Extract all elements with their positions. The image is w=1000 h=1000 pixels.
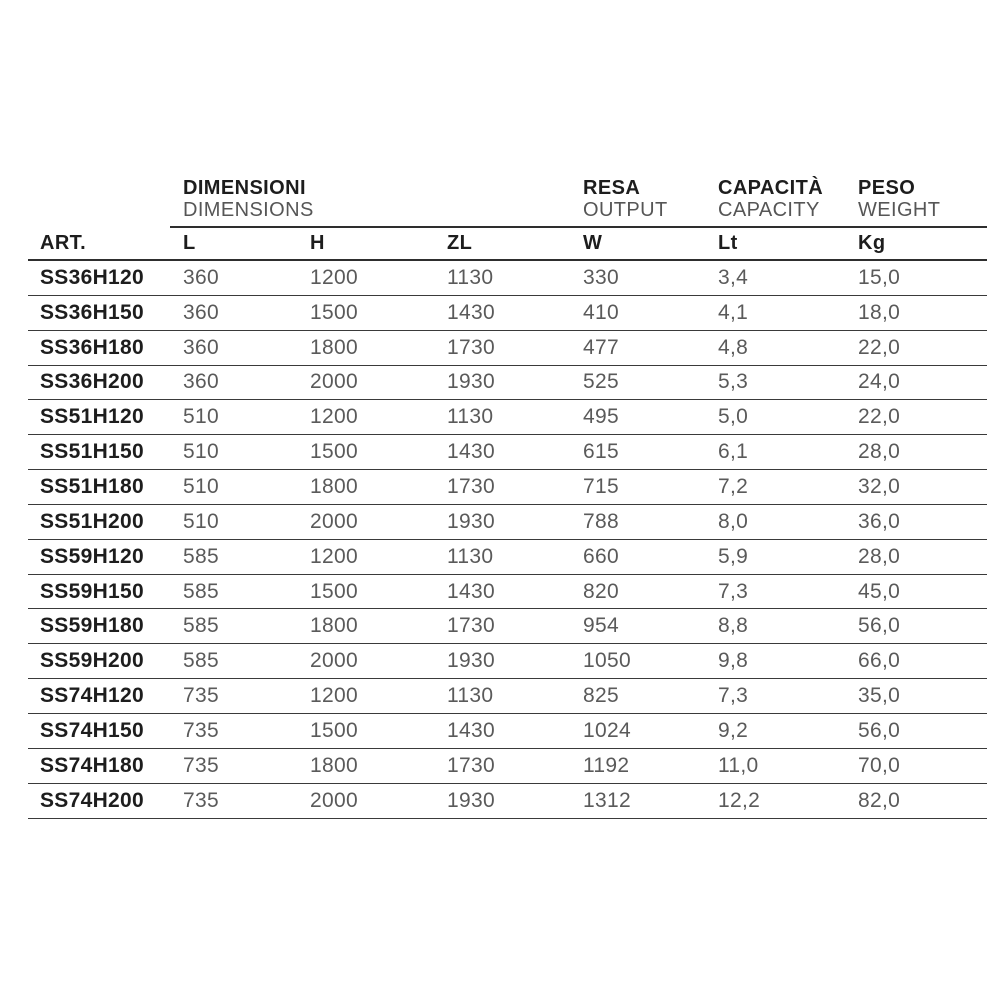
value-cell: 510 <box>183 509 219 533</box>
value-cell: 510 <box>183 405 219 429</box>
value-cell: 1930 <box>447 788 495 812</box>
article-code: SS51H150 <box>40 440 144 464</box>
value-cell: 1024 <box>583 718 631 742</box>
group-header-row <box>28 175 987 228</box>
article-code: SS36H180 <box>40 335 144 359</box>
value-cell: 715 <box>583 474 619 498</box>
value-cell: 1930 <box>447 509 495 533</box>
article-code: SS36H150 <box>40 300 144 324</box>
table-row <box>28 644 987 679</box>
value-cell: 585 <box>183 544 219 568</box>
article-code: SS36H120 <box>40 265 144 289</box>
value-cell: 1200 <box>310 405 358 429</box>
value-cell: 1130 <box>447 684 494 708</box>
group-title: PESO <box>858 177 916 199</box>
value-cell: 1192 <box>583 753 630 777</box>
value-cell: 660 <box>583 544 619 568</box>
value-cell: 2000 <box>310 370 358 394</box>
value-cell: 7,3 <box>718 684 749 708</box>
specification-table <box>28 175 987 819</box>
value-cell: 28,0 <box>858 440 901 464</box>
article-code: SS59H200 <box>40 649 144 673</box>
table-row <box>28 261 987 296</box>
value-cell: 1430 <box>447 300 495 324</box>
value-cell: 1430 <box>447 440 495 464</box>
value-cell: 1730 <box>447 474 495 498</box>
value-cell: 45,0 <box>858 579 901 603</box>
value-cell: 510 <box>183 440 219 464</box>
table-row <box>28 714 987 749</box>
value-cell: 330 <box>583 265 619 289</box>
column-header: W <box>583 232 603 254</box>
value-cell: 56,0 <box>858 614 901 638</box>
value-cell: 360 <box>183 370 219 394</box>
group-subtitle: CAPACITY <box>718 199 820 221</box>
value-cell: 1800 <box>310 474 358 498</box>
value-cell: 4,8 <box>718 335 749 359</box>
group-header-dimensions <box>170 175 570 228</box>
article-code: SS59H120 <box>40 544 144 568</box>
table-row <box>28 296 987 331</box>
value-cell: 1730 <box>447 335 495 359</box>
value-cell: 3,4 <box>718 265 749 289</box>
article-code: SS59H180 <box>40 614 144 638</box>
value-cell: 1130 <box>447 265 494 289</box>
value-cell: 585 <box>183 579 219 603</box>
value-cell: 28,0 <box>858 544 901 568</box>
table-row <box>28 679 987 714</box>
article-code: SS74H200 <box>40 788 144 812</box>
value-cell: 11,0 <box>718 753 759 777</box>
value-cell: 360 <box>183 335 219 359</box>
value-cell: 15,0 <box>858 265 901 289</box>
column-header: L <box>183 232 196 254</box>
article-code: SS36H200 <box>40 370 144 394</box>
value-cell: 9,2 <box>718 718 749 742</box>
value-cell: 1730 <box>447 614 495 638</box>
value-cell: 735 <box>183 684 219 708</box>
group-header-underline <box>170 226 987 228</box>
value-cell: 477 <box>583 335 619 359</box>
value-cell: 1500 <box>310 440 358 464</box>
value-cell: 12,2 <box>718 788 761 812</box>
value-cell: 1930 <box>447 370 495 394</box>
value-cell: 7,2 <box>718 474 749 498</box>
value-cell: 66,0 <box>858 649 901 673</box>
column-header: Kg <box>858 232 886 254</box>
value-cell: 585 <box>183 649 219 673</box>
value-cell: 1730 <box>447 753 495 777</box>
value-cell: 615 <box>583 440 619 464</box>
value-cell: 8,0 <box>718 509 749 533</box>
table-row <box>28 749 987 784</box>
value-cell: 1200 <box>310 265 358 289</box>
table-row <box>28 505 987 540</box>
value-cell: 1500 <box>310 718 358 742</box>
value-cell: 24,0 <box>858 370 901 394</box>
value-cell: 1200 <box>310 684 358 708</box>
value-cell: 18,0 <box>858 300 901 324</box>
article-code: SS74H180 <box>40 753 144 777</box>
group-header-weight <box>845 175 987 228</box>
article-code: SS51H180 <box>40 474 144 498</box>
value-cell: 1930 <box>447 649 495 673</box>
value-cell: 6,1 <box>718 440 749 464</box>
value-cell: 1500 <box>310 579 358 603</box>
group-subtitle: WEIGHT <box>858 199 941 221</box>
value-cell: 360 <box>183 265 219 289</box>
value-cell: 82,0 <box>858 788 901 812</box>
value-cell: 22,0 <box>858 335 901 359</box>
value-cell: 4,1 <box>718 300 749 324</box>
value-cell: 1800 <box>310 335 358 359</box>
value-cell: 735 <box>183 718 219 742</box>
article-code: SS51H200 <box>40 509 144 533</box>
value-cell: 1050 <box>583 649 631 673</box>
article-code: SS59H150 <box>40 579 144 603</box>
group-subtitle: OUTPUT <box>583 199 668 221</box>
value-cell: 1312 <box>583 788 631 812</box>
table-body <box>28 261 987 819</box>
value-cell: 510 <box>183 474 219 498</box>
value-cell: 525 <box>583 370 619 394</box>
article-code: SS51H120 <box>40 405 144 429</box>
value-cell: 495 <box>583 405 619 429</box>
value-cell: 360 <box>183 300 219 324</box>
value-cell: 35,0 <box>858 684 901 708</box>
value-cell: 585 <box>183 614 219 638</box>
table-row <box>28 435 987 470</box>
value-cell: 1130 <box>447 544 494 568</box>
group-title: DIMENSIONI <box>183 177 306 199</box>
value-cell: 7,3 <box>718 579 749 603</box>
table-row <box>28 540 987 575</box>
value-cell: 1430 <box>447 579 495 603</box>
value-cell: 954 <box>583 614 619 638</box>
value-cell: 2000 <box>310 509 358 533</box>
value-cell: 735 <box>183 753 219 777</box>
value-cell: 2000 <box>310 649 358 673</box>
article-code: SS74H120 <box>40 684 144 708</box>
value-cell: 1800 <box>310 753 358 777</box>
value-cell: 36,0 <box>858 509 901 533</box>
group-subtitle: DIMENSIONS <box>183 199 314 221</box>
value-cell: 820 <box>583 579 619 603</box>
value-cell: 56,0 <box>858 718 901 742</box>
table-row <box>28 366 987 401</box>
value-cell: 5,3 <box>718 370 749 394</box>
column-header: H <box>310 232 325 254</box>
value-cell: 1500 <box>310 300 358 324</box>
value-cell: 9,8 <box>718 649 749 673</box>
value-cell: 8,8 <box>718 614 749 638</box>
column-header: Lt <box>718 232 738 254</box>
column-header: ZL <box>447 232 473 254</box>
group-header-output <box>570 175 705 228</box>
value-cell: 788 <box>583 509 619 533</box>
column-header: ART. <box>40 232 87 254</box>
value-cell: 2000 <box>310 788 358 812</box>
value-cell: 1200 <box>310 544 358 568</box>
value-cell: 410 <box>583 300 619 324</box>
table-row <box>28 470 987 505</box>
table-row <box>28 400 987 435</box>
group-header-capacity <box>705 175 845 228</box>
value-cell: 70,0 <box>858 753 901 777</box>
value-cell: 1800 <box>310 614 358 638</box>
table-row <box>28 331 987 366</box>
value-cell: 5,0 <box>718 405 749 429</box>
table-row <box>28 609 987 644</box>
table-row <box>28 575 987 610</box>
value-cell: 5,9 <box>718 544 749 568</box>
article-code: SS74H150 <box>40 718 144 742</box>
value-cell: 32,0 <box>858 474 901 498</box>
column-header-row <box>28 228 987 261</box>
value-cell: 22,0 <box>858 405 901 429</box>
value-cell: 735 <box>183 788 219 812</box>
group-title: CAPACITÀ <box>718 177 824 199</box>
group-title: RESA <box>583 177 641 199</box>
table-row <box>28 784 987 819</box>
value-cell: 825 <box>583 684 619 708</box>
value-cell: 1430 <box>447 718 495 742</box>
value-cell: 1130 <box>447 405 494 429</box>
